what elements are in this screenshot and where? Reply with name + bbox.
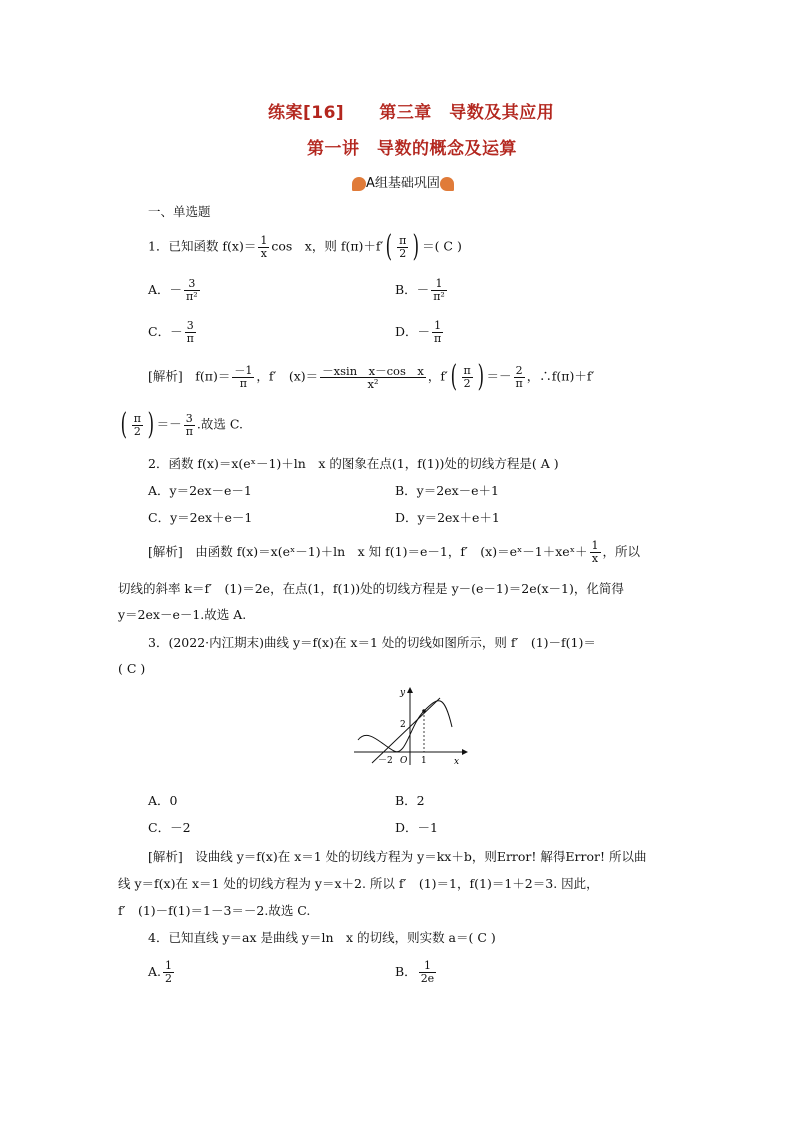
graph-label-x: x <box>454 757 460 767</box>
q2-sol-f-n: 1 <box>591 539 599 552</box>
graph-label-one: 1 <box>421 756 427 766</box>
q1-sol2-a: ＝－ <box>156 416 182 432</box>
q3-stem-line-2: ( C ) <box>118 661 146 676</box>
q1-sol-a: [解析] f(π)＝ <box>148 368 231 384</box>
q1-sol-c: ，f′ <box>427 368 448 384</box>
q1-stem-a: 1．已知函数 f(x)＝ <box>148 238 257 254</box>
q2-option-a: A．y＝2ex－e－1 <box>148 483 252 498</box>
group-banner <box>352 172 454 191</box>
graph-label-origin: O <box>400 756 408 766</box>
q1-opt-b-d: π² <box>433 290 445 303</box>
q4-opt-b-frac <box>419 960 437 985</box>
q3-solution-line-1: [解析] 设曲线 y＝f(x)在 x＝1 处的切线方程为 y＝kx＋b，则Error! 解得Error! 所以曲 <box>148 849 647 864</box>
q1-opt-d-d: π <box>434 332 442 345</box>
paren-open: ( <box>120 407 128 442</box>
q1-sol-frac-2 <box>320 365 426 390</box>
q1-opt-c-d: π <box>186 332 194 345</box>
q1-sol-f1-n: －1 <box>234 363 253 377</box>
q4-stem: 4．已知直线 y＝ax 是曲线 y＝ln x 的切线，则实数 a＝( C ) <box>148 930 496 945</box>
q1-arg-d: 2 <box>399 246 407 260</box>
tangent-point <box>422 709 426 713</box>
q3-stem-line-1: 3．(2022·内江期末)曲线 y＝f(x)在 x＝1 处的切线如图所示，则 f′ (1)－f(1)＝ <box>148 635 596 650</box>
q1-frac-n: 1 <box>260 233 268 247</box>
q4-opt-a-prefix: A. <box>148 964 162 979</box>
q1-sol-f3-n: π <box>463 363 471 377</box>
q2-stem: 2．函数 f(x)＝x(eˣ－1)＋ln x 的图象在点(1，f(1))处的切线方程是( A ) <box>148 456 559 471</box>
q4-opt-b-prefix: B． <box>395 964 417 979</box>
y-axis-arrow <box>407 687 413 693</box>
q1-sol2-frac-2 <box>184 413 195 438</box>
q2-solution-line-3: y＝2ex－e－1.故选 A. <box>118 607 247 622</box>
q1-sol2-f2-n: 3 <box>184 413 195 426</box>
q1-opt-c-frac <box>185 320 196 345</box>
q1-opt-c-prefix: C．－ <box>148 324 183 339</box>
section-title: 一、单选题 <box>148 204 211 219</box>
q3-tangent-graph <box>350 685 470 767</box>
q1-option-a <box>148 278 202 303</box>
q1-option-b <box>395 278 449 303</box>
q1-sol-f3-d: 2 <box>463 376 471 390</box>
q1-opt-b-prefix: B．－ <box>395 282 430 297</box>
q1-sol-frac-4 <box>514 365 525 390</box>
paren-close: ) <box>412 229 420 264</box>
q1-arg-frac <box>397 235 408 260</box>
q1-sol2-b: .故选 C. <box>196 416 243 432</box>
q1-opt-a-n: 3 <box>184 278 200 291</box>
q1-sol-frac-1 <box>232 365 254 390</box>
q4-opt-b-d: 2e <box>420 972 435 985</box>
q1-arg-n: π <box>399 233 407 247</box>
q1-opt-d-prefix: D．－ <box>395 324 431 339</box>
q2-option-c: C．y＝2ex＋e－1 <box>148 510 253 525</box>
q1-sol-f4-d: π <box>515 376 523 390</box>
q1-stem-b: cos x，则 f(π)＋f′ <box>271 238 384 254</box>
q2-sol-a: [解析] 由函数 f(x)＝x(eˣ－1)＋ln x 知 f(1)＝e－1，f′ (x)＝eˣ－1＋xeˣ＋ <box>148 544 588 559</box>
q1-sol-e: ，∴f(π)＋f′ <box>526 368 595 384</box>
q4-opt-a-n: 1 <box>165 959 173 972</box>
q4-option-b <box>395 960 438 985</box>
graph-label-two: 2 <box>400 720 406 730</box>
q3-solution-line-3: f′ (1)－f(1)＝1－3＝－2.故选 C. <box>118 903 311 918</box>
q1-sol-b: ，f′ (x)＝ <box>256 368 319 384</box>
q1-sol-f4-n: 2 <box>514 365 525 378</box>
q4-opt-b-n: 1 <box>419 960 437 973</box>
x-axis-arrow <box>462 749 468 755</box>
q1-sol2-frac-1 <box>132 413 143 438</box>
group-label: A组基础巩固 <box>366 176 440 191</box>
q1-sol-frac-3 <box>462 365 473 390</box>
q1-opt-b-n: 1 <box>431 278 447 291</box>
q1-sol2-f-d: 2 <box>133 424 141 438</box>
quote-right-icon <box>440 177 454 191</box>
q2-sol-b: ，所以 <box>602 544 641 559</box>
quote-left-icon <box>352 177 366 191</box>
q3-option-a: A．0 <box>148 793 178 808</box>
q1-opt-d-frac <box>432 320 443 345</box>
paren-open: ( <box>450 359 457 394</box>
q1-opt-b-frac <box>431 278 447 303</box>
q1-solution-line-1 <box>148 359 595 394</box>
q1-opt-d-n: 1 <box>432 320 443 333</box>
q1-opt-c-n: 3 <box>185 320 196 333</box>
q3-option-d: D．－1 <box>395 820 438 835</box>
q2-option-b: B．y＝2ex－e＋1 <box>395 483 499 498</box>
q4-opt-a-d: 2 <box>165 972 173 985</box>
title-line-2: 第一讲 导数的概念及运算 <box>307 139 517 159</box>
q2-option-d: D．y＝2ex＋e＋1 <box>395 510 500 525</box>
q1-option-d <box>395 320 445 345</box>
q1-stem-c: ＝( C ) <box>422 238 462 254</box>
q4-opt-a-frac <box>163 960 174 985</box>
title-line-1: 练案[16] 第三章 导数及其应用 <box>268 103 555 123</box>
q2-sol-frac <box>590 540 601 565</box>
tangent-line <box>372 698 440 763</box>
graph-label-y: y <box>400 688 406 698</box>
q1-opt-a-frac <box>184 278 200 303</box>
q1-stem <box>148 229 462 264</box>
q2-solution-line-1 <box>148 540 640 565</box>
q3-option-c: C．－2 <box>148 820 191 835</box>
q2-sol-f-d: x <box>591 552 599 565</box>
paren-close: ) <box>147 407 155 442</box>
q2-solution-line-2: 切线的斜率 k＝f′ (1)＝2e，在点(1，f(1))处的切线方程是 y－(e－1)＝2e(x－1)，化简得 <box>118 581 624 596</box>
q3-solution-line-2: 线 y＝f(x)在 x＝1 处的切线方程为 y＝x＋2. 所以 f′ (1)＝1，f(1)＝1＋2＝3. 因此， <box>118 876 599 891</box>
graph-label-neg-two: －2 <box>378 756 393 766</box>
q1-frac-d: x <box>260 246 267 260</box>
q1-stem-frac <box>258 235 269 260</box>
q1-sol-d: ＝－ <box>486 368 512 384</box>
paren-open: ( <box>386 229 393 264</box>
q1-sol-f1-d: π <box>239 376 247 390</box>
q1-opt-a-prefix: A．－ <box>148 282 183 297</box>
q1-solution-line-2 <box>118 407 243 442</box>
paren-close: ) <box>477 359 484 394</box>
q1-sol-f2-n: －xsin x－cos x <box>322 363 424 378</box>
q1-sol-f2-d: x² <box>367 376 379 391</box>
q1-sol2-f2-d: π <box>185 424 193 438</box>
q1-sol2-f-n: π <box>133 411 141 425</box>
q1-opt-a-d: π² <box>186 290 198 303</box>
q1-option-c <box>148 320 198 345</box>
q3-option-b: B．2 <box>395 793 425 808</box>
q4-option-a <box>148 960 176 985</box>
